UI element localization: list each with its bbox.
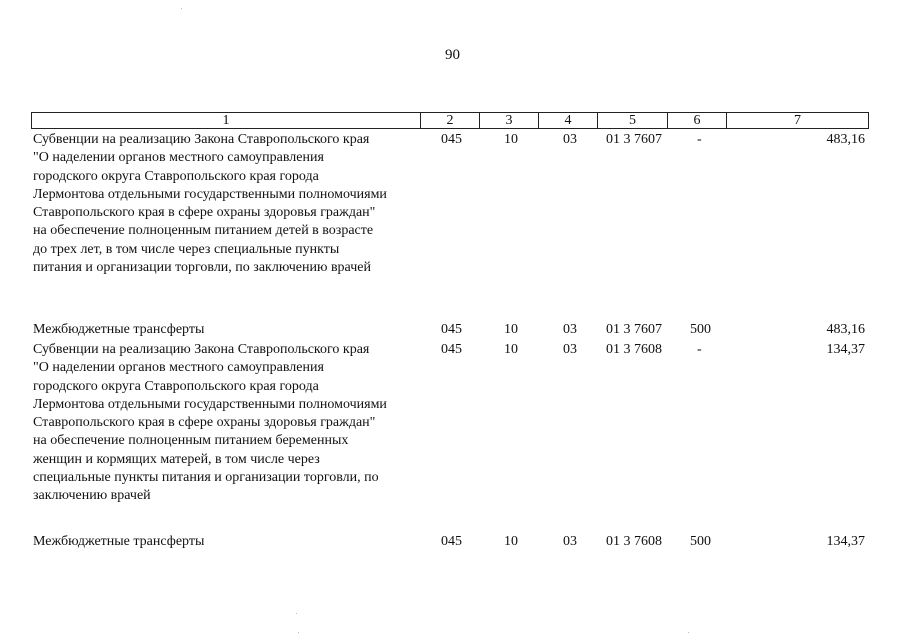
header-col-3: 3 (480, 113, 539, 129)
description-line: Межбюджетные трансферты (33, 534, 205, 549)
cell-ministry-code: 045 (441, 322, 462, 337)
row-description (33, 321, 433, 339)
description-line: Лермонтова отдельными государственными полномочиями (33, 186, 387, 202)
table-header (31, 112, 869, 129)
header-col-1: 1 (32, 113, 421, 129)
cell-amount: 483,16 (826, 132, 865, 147)
description-line: Субвенции на реализацию Закона Ставропольского края (33, 342, 370, 357)
description-line: женщин и кормящих матерей, в том числе через (33, 451, 320, 467)
header-col-2: 2 (421, 113, 480, 129)
description-line: до трех лет, в том числе через специальные пункты (33, 241, 340, 257)
cell-ministry-code: 045 (441, 132, 462, 147)
row-description (33, 131, 433, 277)
description-line: заключению врачей (33, 488, 151, 504)
cell-target-article: 01 3 7607 (606, 132, 662, 147)
cell-subsection: 03 (563, 322, 577, 337)
cell-section: 10 (504, 132, 518, 147)
description-line: городского округа Ставропольского края города (33, 378, 319, 394)
description-line: "О наделении органов местного самоуправления (33, 360, 324, 376)
cell-section: 10 (504, 534, 518, 549)
cell-subsection: 03 (563, 132, 577, 147)
page-number: 90 (445, 47, 460, 63)
description-line: на обеспечение полноценным питанием детей в возрасте (33, 223, 374, 239)
description-line: городского округа Ставропольского края города (33, 168, 319, 184)
description-line: специальные пункты питания и организации торговли, по (33, 470, 379, 486)
cell-amount: 483,16 (826, 322, 865, 337)
cell-target-article: 01 3 7608 (606, 534, 662, 549)
cell-target-article: 01 3 7607 (606, 322, 662, 337)
scan-speck (296, 613, 297, 614)
header-col-7: 7 (727, 113, 869, 129)
cell-expense-type: 500 (690, 322, 711, 337)
header-row (32, 113, 869, 129)
cell-expense-type: 500 (690, 534, 711, 549)
scan-speck (298, 632, 299, 633)
header-col-5: 5 (598, 113, 668, 129)
row-description (33, 341, 433, 506)
cell-subsection: 03 (563, 534, 577, 549)
header-col-4: 4 (539, 113, 598, 129)
cell-expense-type: - (697, 132, 702, 147)
description-line: питания и организации торговли, по заключению врачей (33, 260, 371, 276)
cell-ministry-code: 045 (441, 342, 462, 357)
row-description (33, 533, 433, 551)
cell-section: 10 (504, 342, 518, 357)
description-line: Ставропольского края в сфере охраны здоровья граждан" (33, 415, 376, 431)
cell-subsection: 03 (563, 342, 577, 357)
header-col-6: 6 (668, 113, 727, 129)
scan-speck (688, 632, 689, 633)
cell-target-article: 01 3 7608 (606, 342, 662, 357)
cell-amount: 134,37 (826, 342, 865, 357)
cell-expense-type: - (697, 342, 702, 357)
description-line: Субвенции на реализацию Закона Ставропольского края (33, 132, 370, 147)
description-line: Ставропольского края в сфере охраны здоровья граждан" (33, 205, 376, 221)
scan-speck (181, 8, 182, 9)
description-line: Межбюджетные трансферты (33, 322, 205, 337)
cell-ministry-code: 045 (441, 534, 462, 549)
description-line: "О наделении органов местного самоуправления (33, 150, 324, 166)
cell-amount: 134,37 (826, 534, 865, 549)
description-line: Лермонтова отдельными государственными полномочиями (33, 396, 387, 412)
cell-section: 10 (504, 322, 518, 337)
description-line: на обеспечение полноценным питанием беременных (33, 433, 349, 449)
